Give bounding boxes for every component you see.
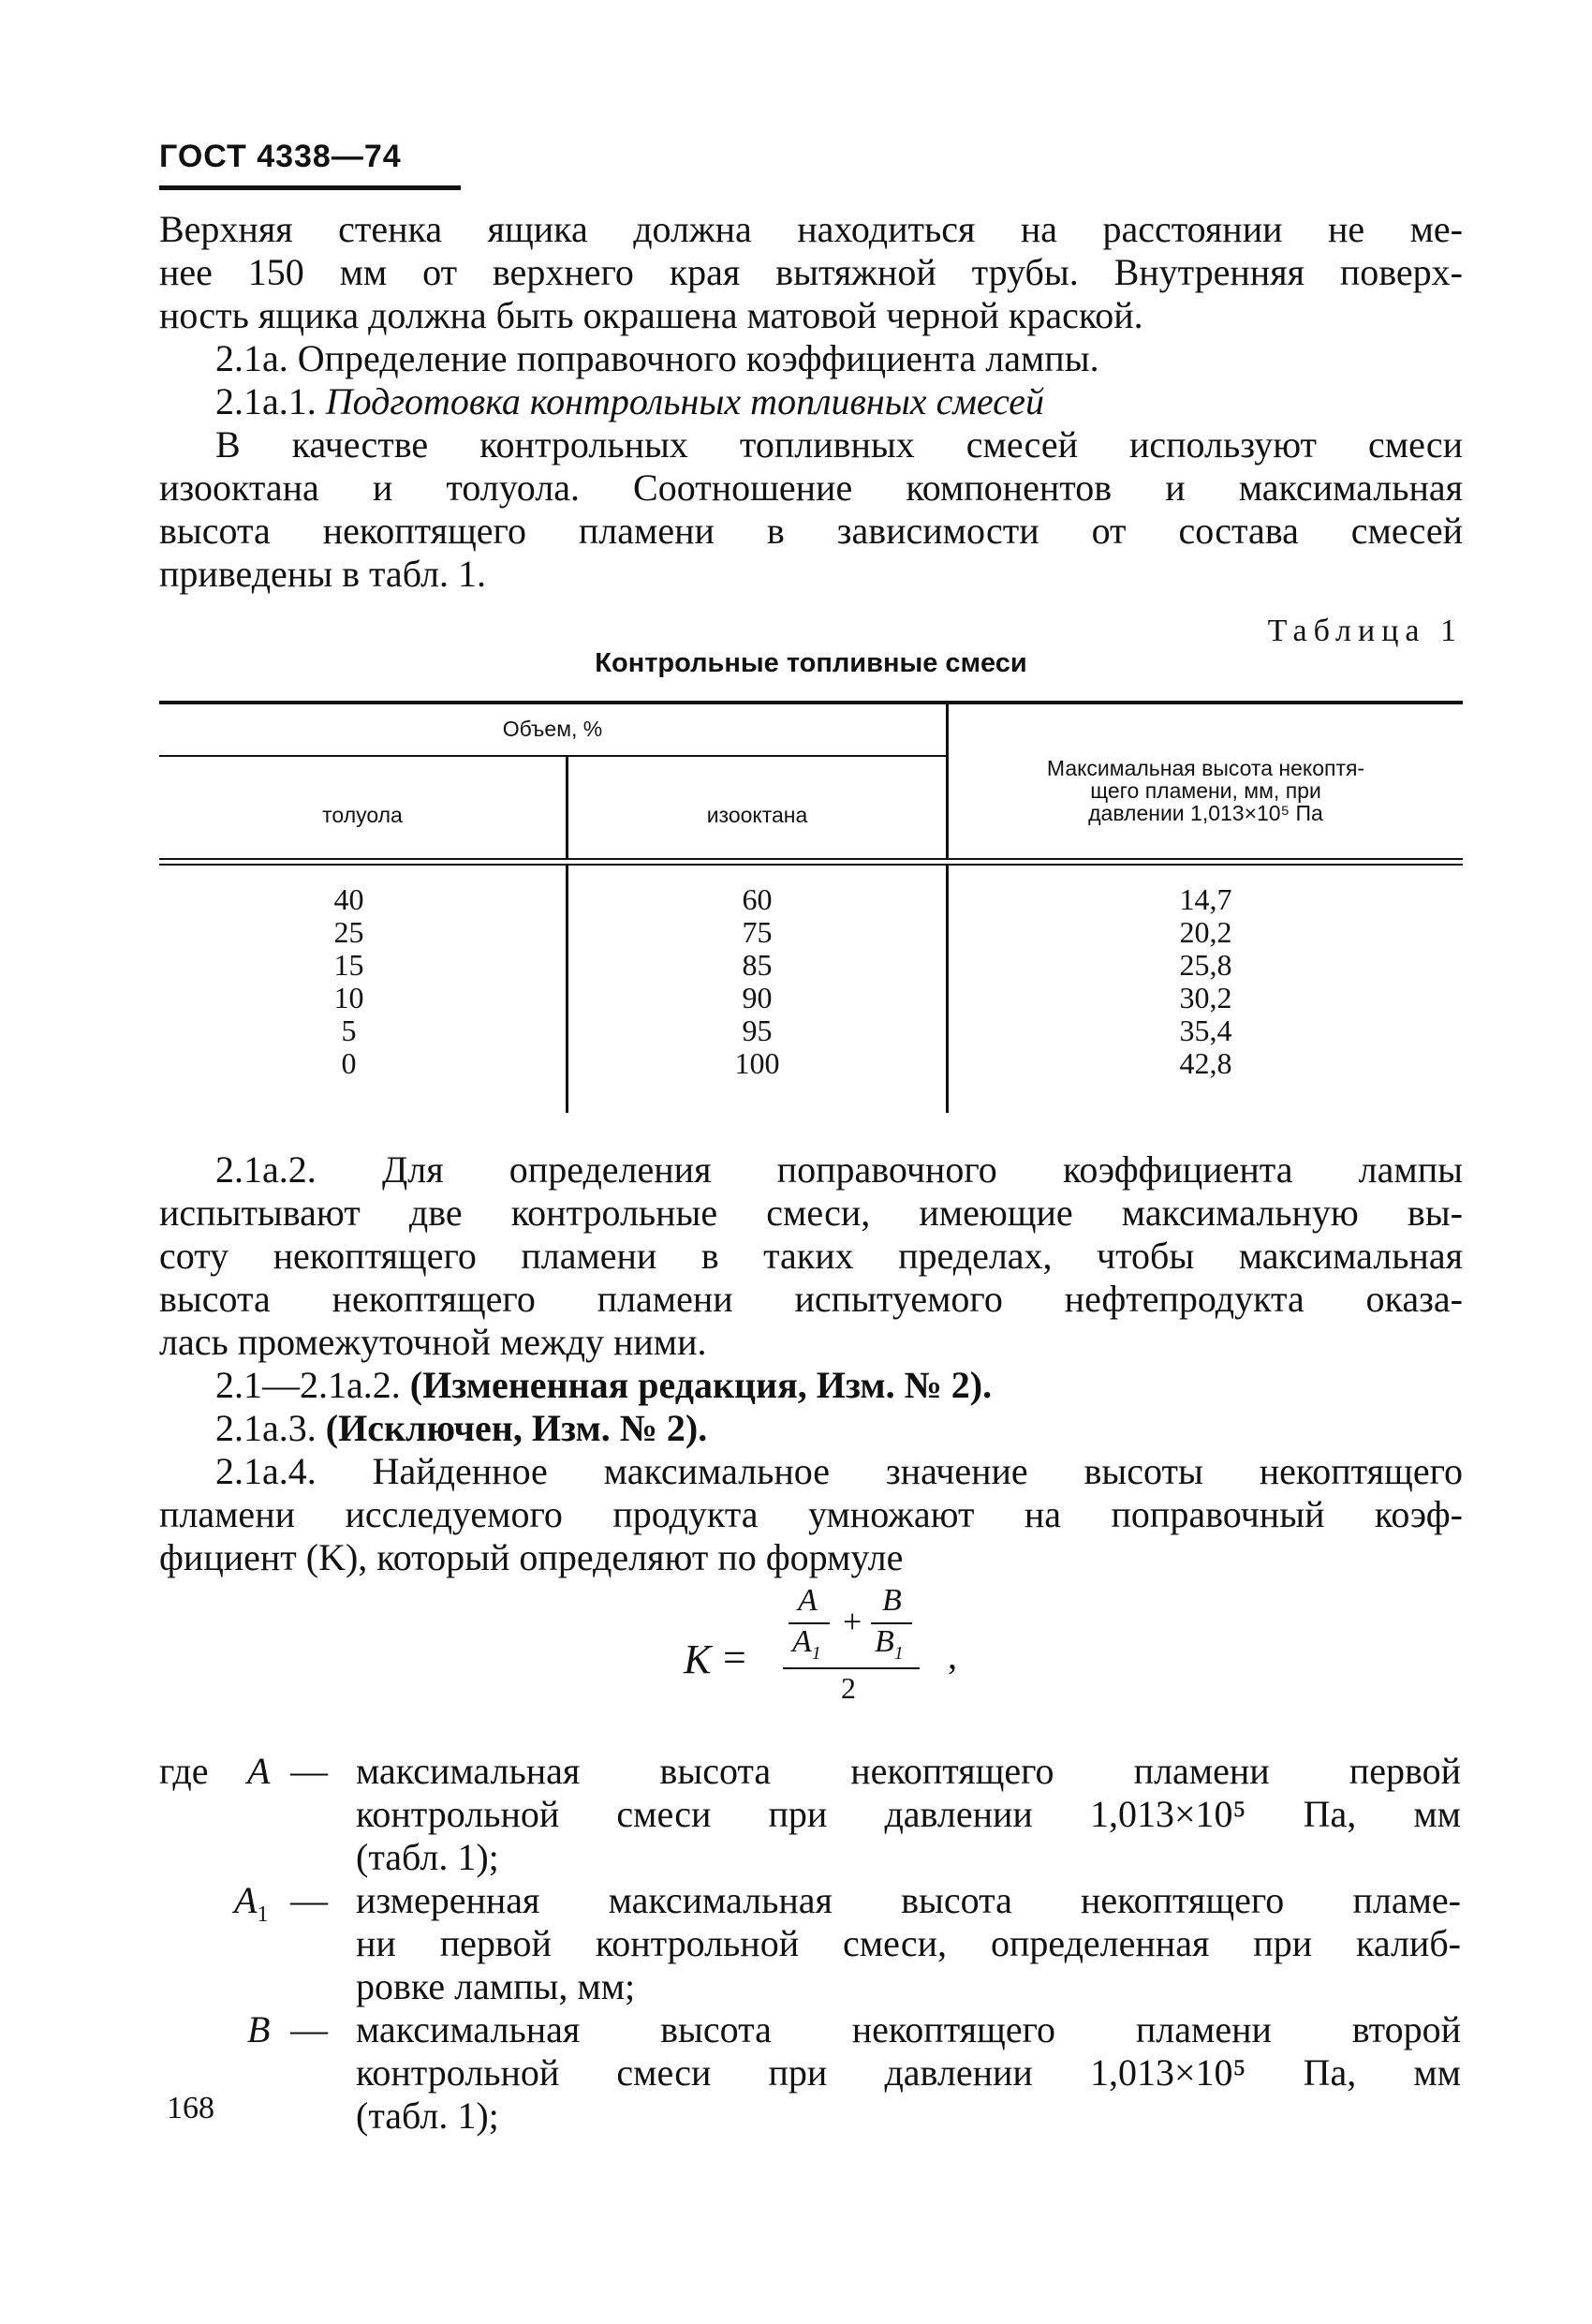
table-cell: 14,7 <box>1179 882 1232 916</box>
para-line-1: В качестве контрольных топливных смесей используют смеси <box>215 423 1463 466</box>
formula-A: A <box>798 1583 818 1618</box>
main-fraction-bar <box>783 1667 920 1669</box>
formula-plus: + <box>843 1603 862 1640</box>
para-line-4: приведены в табл. 1. <box>159 553 487 595</box>
table-cell: 100 <box>734 1046 780 1080</box>
correction-formula <box>674 1574 993 1714</box>
definition-line: ни первой контрольной смеси, определенная при калиб- <box>356 1922 1461 1964</box>
table-cell: 15 <box>333 948 364 982</box>
header-bottom-rule-1 <box>159 858 1463 860</box>
definition-dash: — <box>290 2008 328 2050</box>
definition-line: контрольной смеси при давлении 1,013×10⁵ Па, мм <box>356 1793 1461 1835</box>
body-p4-line-1: 2.1а.4. Найденное максимальное значение высоты некоптящего <box>215 1450 1463 1492</box>
table-title: Контрольные топливные смеси <box>595 648 1027 678</box>
definition-body <box>356 2008 1461 2138</box>
excluded-note <box>159 1407 1463 1450</box>
table-top-rule <box>159 701 1463 704</box>
group-header-rule <box>159 755 946 757</box>
col-height-header <box>949 757 1463 824</box>
body-p4-line-3: фициент (K), который определяют по формуле <box>159 1536 904 1578</box>
table-cell: 25 <box>333 915 364 949</box>
col-isooctane-header: изооктана <box>706 803 808 827</box>
col-height <box>949 883 1463 1080</box>
table-cell: 20,2 <box>1179 915 1232 949</box>
table-cell: 30,2 <box>1179 981 1232 1014</box>
clause-number: 2.1а.1. <box>215 380 317 422</box>
body-p1-line-1: 2.1а.2. Для определения поправочного коэффициента лампы <box>215 1148 1463 1191</box>
definition-term: $A_1$ <box>234 1879 269 1927</box>
definition-dash: — <box>290 1750 328 1792</box>
definition-item <box>159 2008 1470 2138</box>
definition-body <box>356 1750 1461 1879</box>
table-cell: 0 <box>341 1046 357 1080</box>
table-cell: 95 <box>742 1014 773 1047</box>
para-line-3: высота некоптящего пламени в зависимости от состава смесей <box>159 510 1463 552</box>
body-p4-line-2: пламени исследуемого продукта умножают на поправочный коэф- <box>159 1493 1463 1535</box>
definition-term: B <box>247 2008 271 2050</box>
variable-definitions <box>159 1750 1470 2138</box>
col-toluene-header: толуола <box>322 803 403 827</box>
col-toluene <box>159 883 538 1080</box>
table-cell: 10 <box>333 981 364 1014</box>
formula-denominator: 2 <box>841 1671 856 1705</box>
definition-line: максимальная высота некоптящего пламени первой <box>356 1750 1461 1792</box>
definition-item <box>159 1879 1470 2008</box>
table-cell: 75 <box>742 915 773 949</box>
table-cell: 85 <box>742 948 773 982</box>
para-line-2: изооктана и толуола. Соотношение компонентов и максимальная <box>159 466 1463 509</box>
header-bottom-rule-2 <box>159 864 1463 866</box>
table-cell: 35,4 <box>1179 1014 1232 1047</box>
data-table <box>159 701 1463 1113</box>
group-header: Объем, % <box>502 717 603 741</box>
definition-body <box>356 1879 1461 2008</box>
body-p1-line-3: соту некоптящего пламени в таких пределах, чтобы максимальная <box>159 1235 1463 1277</box>
table-caption: Таблица 1 <box>1267 614 1463 648</box>
clause-2-1a: 2.1а. Определение поправочного коэффициента лампы. <box>215 337 1099 379</box>
definition-term: A <box>247 1750 271 1792</box>
document-code: ГОСТ 4338—74 <box>159 139 402 174</box>
table-cell: 90 <box>742 981 773 1014</box>
definition-line: (табл. 1); <box>356 1836 499 1878</box>
amendment-note <box>159 1364 1463 1407</box>
formula-comma: , <box>948 1635 957 1677</box>
formula-A1: $A_1$ <box>792 1624 821 1664</box>
body-p1-line-2: испытывают две контрольные смеси, имеющие максимальную вы- <box>159 1192 1463 1234</box>
amendment-text: (Измененная редакция, Изм. № 2). <box>409 1364 993 1406</box>
intro-line-1: Верхняя стенка ящика должна находиться на расстоянии не ме- <box>159 208 1463 250</box>
col-height-header-line-1: Максимальная высота некоптя- <box>1046 756 1365 780</box>
formula-lhs: K <box>684 1636 712 1682</box>
amendment-clause: 2.1—2.1а.2. <box>215 1364 401 1406</box>
definition-line: контрольной смеси при давлении 1,013×10⁵ Па, мм <box>356 2051 1461 2094</box>
definition-line: измеренная максимальная высота некоптящего пламе- <box>356 1879 1461 1921</box>
table-cell: 40 <box>333 882 364 916</box>
col-height-header-line-3: давлении 1,013×10⁵ Па <box>1088 801 1323 825</box>
table-cell: 42,8 <box>1179 1046 1232 1080</box>
table-cell: 5 <box>341 1014 357 1047</box>
definition-line: (табл. 1); <box>356 2095 499 2137</box>
table-cell: 25,8 <box>1179 948 1232 982</box>
clause-2-1a-1 <box>159 380 1463 423</box>
excluded-text: (Исключен, Изм. № 2). <box>325 1407 708 1449</box>
col-height-header-line-2: щего пламени, мм, при <box>1090 778 1321 803</box>
formula-B: B <box>882 1583 902 1618</box>
intro-line-2: нее 150 мм от верхнего края вытяжной трубы. Внутренняя поверх- <box>159 251 1463 293</box>
definition-item <box>159 1750 1470 1879</box>
header-rule <box>159 185 461 190</box>
intro-line-3: ность ящика должна быть окрашена матовой черной краской. <box>159 294 1143 336</box>
body-p1-line-5: лась промежуточной между ними. <box>159 1321 707 1363</box>
body-p1-line-4: высота некоптящего пламени испытуемого нефтепродукта оказа- <box>159 1278 1463 1320</box>
table-cell: 60 <box>742 882 773 916</box>
excluded-clause: 2.1а.3. <box>215 1407 317 1449</box>
clause-title: Подготовка контрольных топливных смесей <box>325 380 1045 422</box>
col-isooctane <box>568 883 946 1080</box>
page-number: 168 <box>167 2091 214 2125</box>
definition-line: максимальная высота некоптящего пламени второй <box>356 2008 1461 2050</box>
where-word: где <box>159 1750 209 1792</box>
definition-dash: — <box>290 1879 328 1921</box>
formula-B1: $B_1$ <box>875 1624 904 1664</box>
formula-equals: = <box>723 1635 746 1680</box>
definition-line: ровке лампы, мм; <box>356 1965 636 2007</box>
